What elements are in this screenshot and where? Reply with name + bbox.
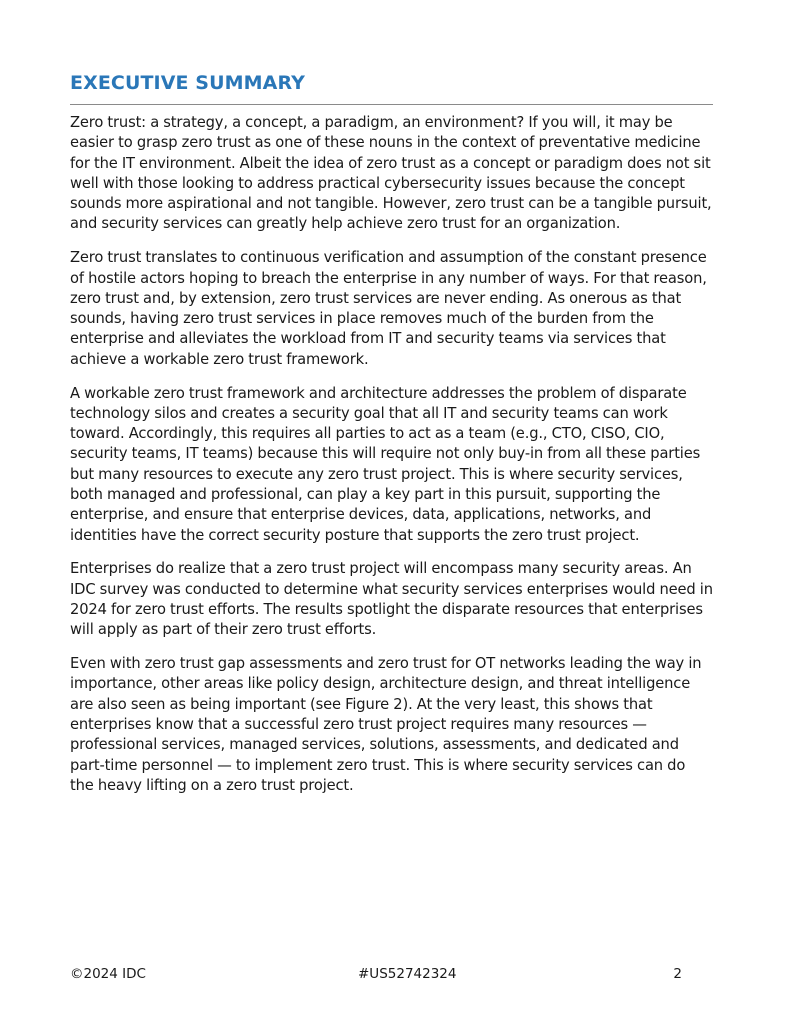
page-footer bbox=[70, 966, 690, 986]
paragraph-5: Even with zero trust gap assessments and zero trust for OT networks leading the way in importance, other areas like policy design, architecture design, and threat intelligence are also seen as being important (see Figure 2). At the very least, this shows that enterprises know that a successful zero trust project requires many resources — professional services, managed services, solutions, assessments, and dedicated and part-time personnel — to implement zero trust. This is where security services can do the heavy lifting on a zero trust project. bbox=[70, 655, 702, 794]
footer-document-id: #US52742324 bbox=[358, 966, 457, 982]
paragraph-2: Zero trust translates to continuous verification and assumption of the constant presence of hostile actors hoping to breach the enterprise in any number of ways. For that reason, zero trust and, by extension, zero trust services are never ending. As onerous as that sounds, having zero trust services in place removes much of the burden from the enterprise and alleviates the workload from IT and security teams via services that achieve a workable zero trust framework. bbox=[70, 249, 707, 368]
body-text bbox=[70, 113, 713, 810]
paragraph-4: Enterprises do realize that a zero trust project will encompass many security areas. An IDC survey was conducted to determine what security services enterprises would need in 2024 for zero trust efforts. The results spotlight the disparate resources that enterprises will apply as part of their zero trust efforts. bbox=[70, 560, 713, 639]
heading-divider bbox=[70, 104, 713, 105]
paragraph-1: Zero trust: a strategy, a concept, a paradigm, an environment? If you will, it may be easier to grasp zero trust as one of these nouns in the context of preventative medicine for the IT environment. Albeit the idea of zero trust as a concept or paradigm does not sit well with those looking to address practical cybersecurity issues because the concept sounds more aspirational and not tangible. However, zero trust can be a tangible pursuit, and security services can greatly help achieve zero trust for an organization. bbox=[70, 114, 712, 233]
footer-copyright: ©2024 IDC bbox=[70, 966, 146, 982]
paragraph-3: A workable zero trust framework and architecture addresses the problem of disparate technology silos and creates a security goal that all IT and security teams can work toward. Accordingly, this requires all parties to act as a team (e.g., CTO, CISO, CIO, security teams, IT teams) because this will require not only buy-in from all these parties but many resources to execute any zero trust project. This is where security services, both managed and professional, can play a key part in this pursuit, supporting the enterprise, and ensure that enterprise devices, data, applications, networks, and identities have the correct security posture that supports the zero trust project. bbox=[70, 384, 701, 544]
section-heading: EXECUTIVE SUMMARY bbox=[70, 72, 305, 94]
footer-page-number: 2 bbox=[673, 966, 682, 982]
